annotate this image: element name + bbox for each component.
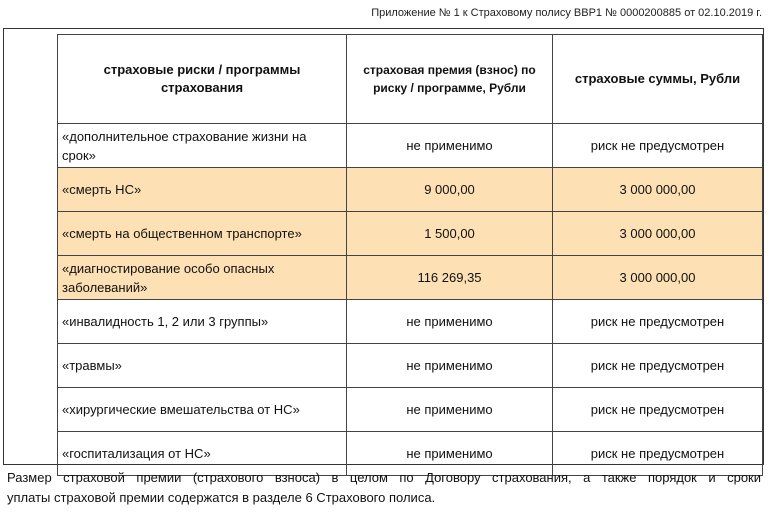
risk-premium: не применимо bbox=[347, 388, 553, 432]
risk-sum: 3 000 000,00 bbox=[553, 212, 763, 256]
risk-sum: риск не предусмотрен bbox=[553, 300, 763, 344]
table-row bbox=[58, 124, 763, 168]
risk-sum: риск не предусмотрен bbox=[553, 388, 763, 432]
risk-premium: не применимо bbox=[347, 432, 553, 476]
risk-premium: не применимо bbox=[347, 344, 553, 388]
risk-sum: риск не предусмотрен bbox=[553, 124, 763, 168]
risks-table bbox=[57, 34, 763, 476]
column-header-sum: страховые суммы, Рубли bbox=[553, 35, 763, 124]
risk-sum: 3 000 000,00 bbox=[553, 168, 763, 212]
table-row-highlighted bbox=[58, 212, 763, 256]
risk-name: «смерть НС» bbox=[58, 168, 347, 212]
risk-premium: не применимо bbox=[347, 124, 553, 168]
table-row-highlighted bbox=[58, 168, 763, 212]
table-row bbox=[58, 388, 763, 432]
column-header-premium: страховая премия (взнос) по риску / программе, Рубли bbox=[347, 35, 553, 124]
table-header-row bbox=[58, 35, 763, 124]
risk-name: «дополнительное страхование жизни на срок» bbox=[58, 124, 347, 168]
footer-line-1: Размер страховой премии (страхового взноса) в целом по Договору страхования, а также порядок и сроки bbox=[7, 470, 761, 485]
risk-name: «смерть на общественном транспорте» bbox=[58, 212, 347, 256]
document-header: Приложение № 1 к Страховому полису ВВР1 № 0000200885 от 02.10.2019 г. bbox=[371, 7, 762, 19]
risk-sum: риск не предусмотрен bbox=[553, 344, 763, 388]
risk-premium: 9 000,00 bbox=[347, 168, 553, 212]
table-row-highlighted bbox=[58, 256, 763, 300]
risk-name: «инвалидность 1, 2 или 3 группы» bbox=[58, 300, 347, 344]
table-row bbox=[58, 344, 763, 388]
risk-premium: 116 269,35 bbox=[347, 256, 553, 300]
footer-note bbox=[7, 468, 761, 508]
footer-line-2: уплаты страховой премии содержатся в разделе 6 Страхового полиса. bbox=[7, 490, 436, 505]
risk-sum: риск не предусмотрен bbox=[553, 432, 763, 476]
risk-sum: 3 000 000,00 bbox=[553, 256, 763, 300]
risk-name: «госпитализация от НС» bbox=[58, 432, 347, 476]
column-header-risks: страховые риски / программы страхования bbox=[58, 35, 347, 124]
risk-name: «хирургические вмешательства от НС» bbox=[58, 388, 347, 432]
risk-premium: 1 500,00 bbox=[347, 212, 553, 256]
risk-name: «диагностирование особо опасных заболеваний» bbox=[58, 256, 347, 300]
table-row bbox=[58, 300, 763, 344]
risk-name: «травмы» bbox=[58, 344, 347, 388]
risk-premium: не применимо bbox=[347, 300, 553, 344]
